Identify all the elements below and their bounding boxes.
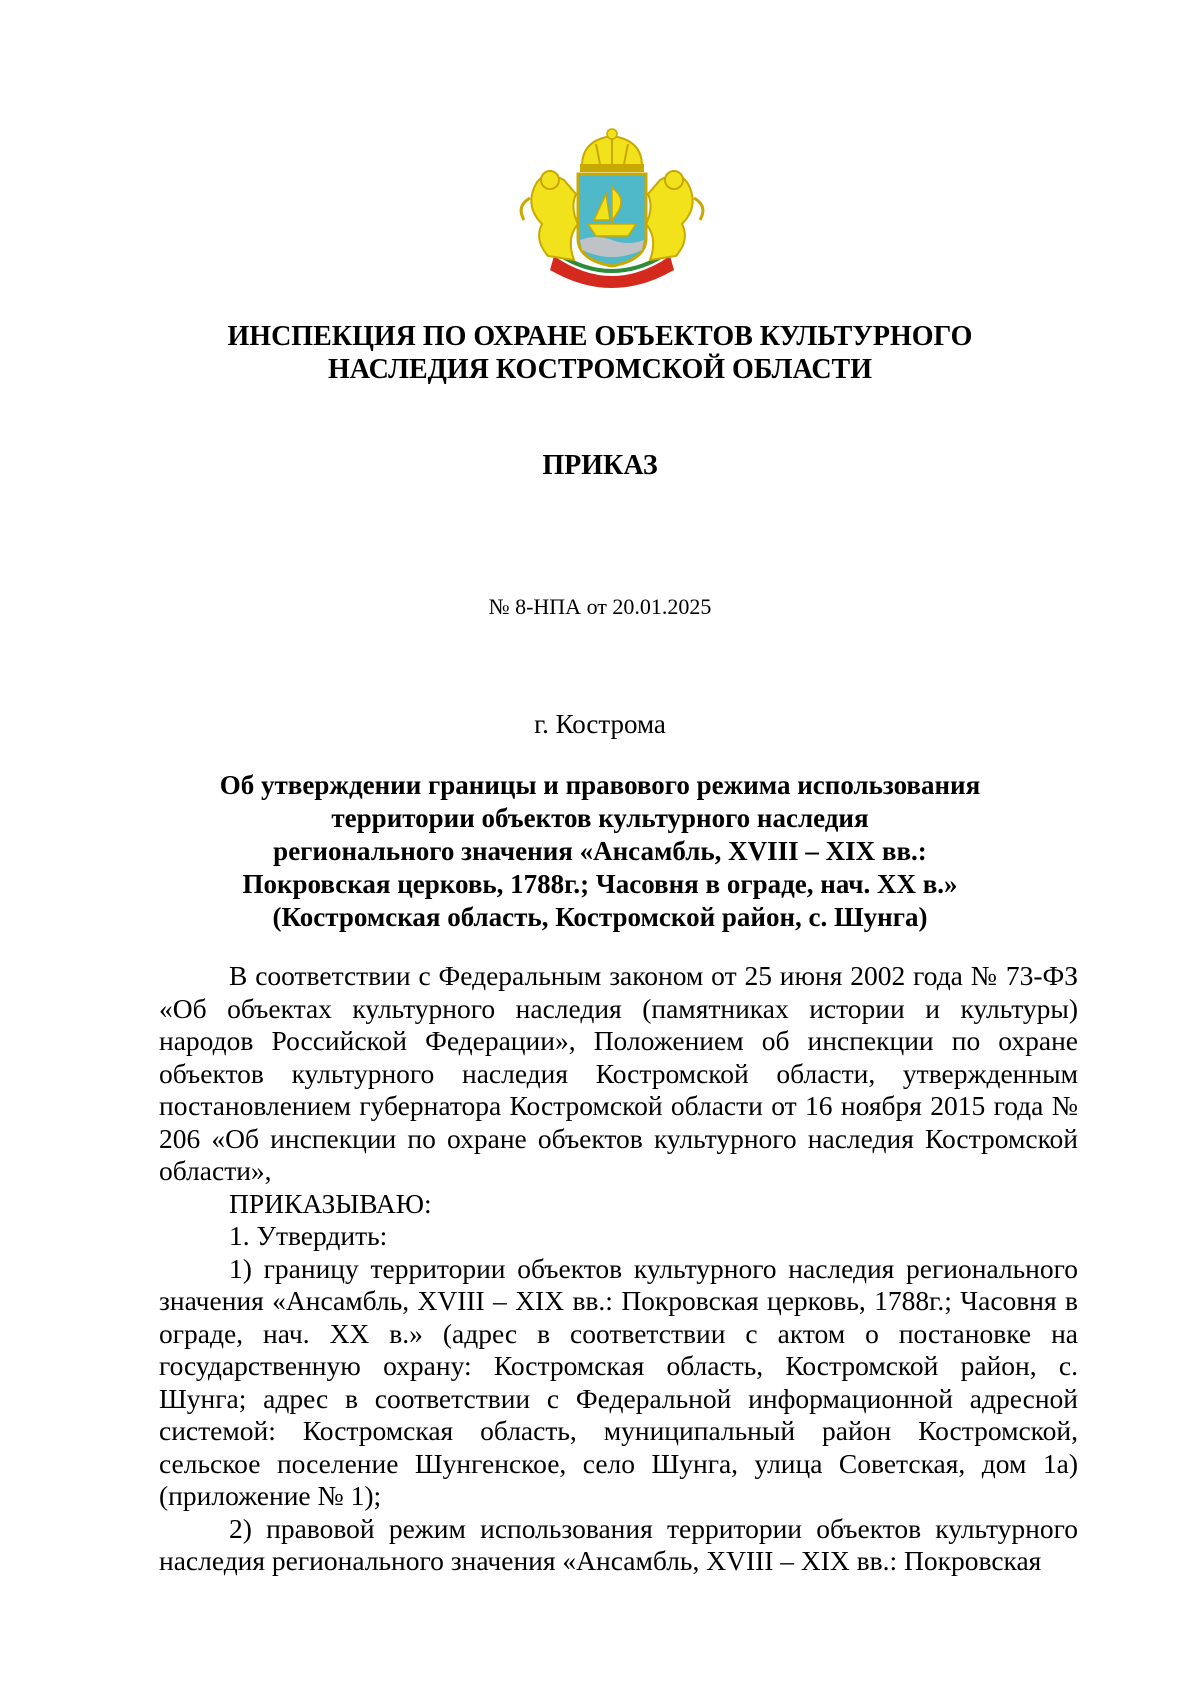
document-subject [150,769,1050,934]
order-word: ПРИКАЗЫВАЮ: [229,1187,432,1219]
document-city: г. Кострома [534,709,666,739]
organization-name-line-1: ИНСПЕКЦИЯ ПО ОХРАНЕ ОБЪЕКТОВ КУЛЬТУРНОГО [227,321,973,352]
coat-of-arms-icon [512,128,712,296]
preamble-paragraph: В соответствии с Федеральным законом от 25 июня 2002 года № 73-ФЗ «Об объектах культурного наследия (памятниках истории и культуры) народов Российской Федерации», Положением об инспекции по охране объектов культурного наследия Костромской области, утвержденным постановлением губернатора Костромской области от 16 ноября 2015 года № 206 «Об инспекции по охране объектов культурного наследия Костромской области», [159,960,1078,1186]
item-1-2: 2) правовой режим использования территории объектов культурного наследия регионального значения «Ансамбль, XVIII – XIX вв.: Покровская [159,1512,1078,1576]
subject-line-5: (Костромская область, Костромской район, с. Шунга) [272,902,928,932]
organization-name-line-2: НАСЛЕДИЯ КОСТРОМСКОЙ ОБЛАСТИ [327,354,873,385]
document-type: ПРИКАЗ [542,450,658,481]
subject-line-2: территории объектов культурного наследия [331,803,869,833]
subject-line-3: регионального значения «Ансамбль, XVIII – XIX вв.: [273,836,927,866]
item-1: 1. Утвердить: [229,1220,388,1251]
subject-line-4: Покровская церковь, 1788г.; Часовня в ограде, нач. XX в.» [242,869,958,899]
item-1-1: 1) границу территории объектов культурного наследия регионального значения «Ансамбль, XVIII – XIX вв.: Покровская церковь, 1788г.; Часовня в ограде, нач. XX в.» (адрес в соответствии с актом о постановке на государственную охрану: Костромская область, Костромской район, с. Шунга; адрес в соответствии с Федеральной информационной адресной системой: Костромская область, муниципальный район Костромской, сельское поселение Шунгенское, село Шунга, улица Советская, дом 1а) (приложение № 1); [159,1252,1078,1511]
organization-name [0,320,1200,386]
document-number-date: № 8-НПА от 20.01.2025 [488,594,712,619]
subject-line-1: Об утверждении границы и правового режима использования [219,770,981,800]
document-body [159,960,1078,1578]
